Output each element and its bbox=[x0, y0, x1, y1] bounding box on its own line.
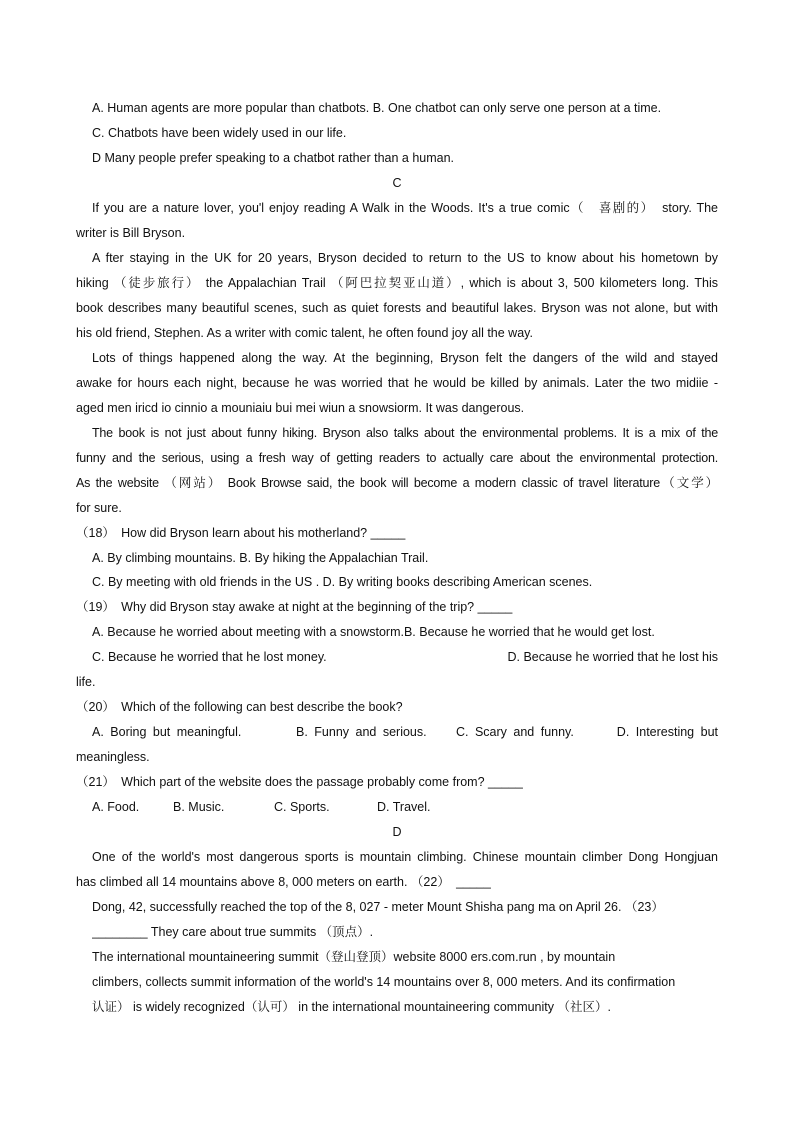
passage-c-line: book describes many beautiful scenes, such as quiet forests and beautiful lakes. Bryson was not alone, but with bbox=[76, 301, 718, 315]
question-20: （20） Which of the following can best describe the book? bbox=[76, 700, 403, 714]
question-20-option-c: C. Scary and funny. bbox=[456, 725, 574, 739]
option-line-d: D Many people prefer speaking to a chatbot rather than a human. bbox=[92, 151, 455, 165]
question-21-option-b: B. Music. bbox=[173, 800, 225, 814]
section-heading-c: C bbox=[392, 176, 402, 190]
passage-c-line: his old friend, Stephen. As a writer with comic talent, he often found joy all the way. bbox=[76, 326, 533, 340]
question-19: （19） Why did Bryson stay awake at night at the beginning of the trip? _____ bbox=[76, 600, 513, 614]
question-20-option-b: B. Funny and serious. bbox=[296, 725, 427, 739]
passage-d-line: 认证） is widely recognized（认可） in the international mountaineering community （社区）. bbox=[92, 1000, 611, 1014]
question-21-option-d: D. Travel. bbox=[377, 800, 431, 814]
passage-c-line: awake for hours each night, because he was worried that he would be killed by animals. Later the two midiie - bbox=[76, 376, 718, 390]
passage-d-line: has climbed all 14 mountains above 8, 000 meters on earth. （22） _____ bbox=[76, 875, 491, 889]
passage-d-line: ________ They care about true summits （顶点）. bbox=[92, 925, 374, 939]
question-21-option-c: C. Sports. bbox=[274, 800, 330, 814]
passage-c-line: If you are a nature lover, you'l enjoy reading A Walk in the Woods. It's a true comic（ 喜剧的） story. The bbox=[92, 201, 718, 215]
question-19-option-c: C. Because he worried that he lost money. bbox=[92, 650, 327, 664]
passage-c-line: aged men iricd io cinnio a mouniaiu bui mei wiun a snowsiorm. It was dangerous. bbox=[76, 401, 525, 415]
passage-c-line: As the website （网站） Book Browse said, the book will become a modern classic of travel literature（文学） bbox=[76, 476, 718, 490]
passage-d-line: Dong, 42, successfully reached the top of the 8, 027 - meter Mount Shisha pang ma on April 26. （23） bbox=[92, 900, 664, 914]
question-18-options-cd: C. By meeting with old friends in the US . D. By writing books describing American scenes. bbox=[92, 575, 593, 589]
passage-c-line: A fter staying in the UK for 20 years, Bryson decided to return to the US to know about his hometown by bbox=[92, 251, 718, 265]
question-18-options-ab: A. By climbing mountains. B. By hiking the Appalachian Trail. bbox=[92, 551, 429, 565]
question-19-options-ab: A. Because he worried about meeting with a snowstorm.B. Because he worried that he would get lost. bbox=[92, 625, 655, 639]
question-21: （21） Which part of the website does the passage probably come from? _____ bbox=[76, 775, 523, 789]
question-19-option-d-cont: life. bbox=[76, 675, 96, 689]
passage-c-line: hiking （徒步旅行） the Appalachian Trail （阿巴拉契亚山道）, which is about 3, 500 kilometers long. This bbox=[76, 276, 718, 290]
passage-d-line: One of the world's most dangerous sports is mountain climbing. Chinese mountain climber Dong Hongjuan bbox=[92, 850, 718, 864]
option-line-c: C. Chatbots have been widely used in our life. bbox=[92, 126, 347, 140]
question-20-option-d: D. Interesting but bbox=[616, 725, 718, 739]
passage-c-line: Lots of things happened along the way. At the beginning, Bryson felt the dangers of the wild and stayed bbox=[92, 351, 718, 365]
question-21-option-a: A. Food. bbox=[92, 800, 140, 814]
passage-c-line: for sure. bbox=[76, 501, 122, 515]
passage-d-line: climbers, collects summit information of the world's 14 mountains over 8, 000 meters. And its confirmation bbox=[92, 975, 676, 989]
passage-c-line: writer is Bill Bryson. bbox=[76, 226, 186, 240]
option-line-ab: A. Human agents are more popular than chatbots. B. One chatbot can only serve one person at a time. bbox=[92, 101, 662, 115]
section-heading-d: D bbox=[392, 825, 402, 839]
question-20-option-a: A. Boring but meaningful. bbox=[92, 725, 242, 739]
question-18: （18） How did Bryson learn about his motherland? _____ bbox=[76, 526, 406, 540]
question-19-option-d: D. Because he worried that he lost his bbox=[507, 650, 718, 664]
passage-c-line: The book is not just about funny hiking. Bryson also talks about the environmental problems. It is a mix of the bbox=[92, 426, 718, 440]
passage-d-line: The international mountaineering summit（登山登顶）website 8000 ers.com.run , by mountain bbox=[92, 950, 616, 964]
question-20-option-d-cont: meaningless. bbox=[76, 750, 150, 764]
passage-c-line: funny and the serious, using a fresh way of getting readers to actually care about the environmental protection. bbox=[76, 451, 718, 465]
